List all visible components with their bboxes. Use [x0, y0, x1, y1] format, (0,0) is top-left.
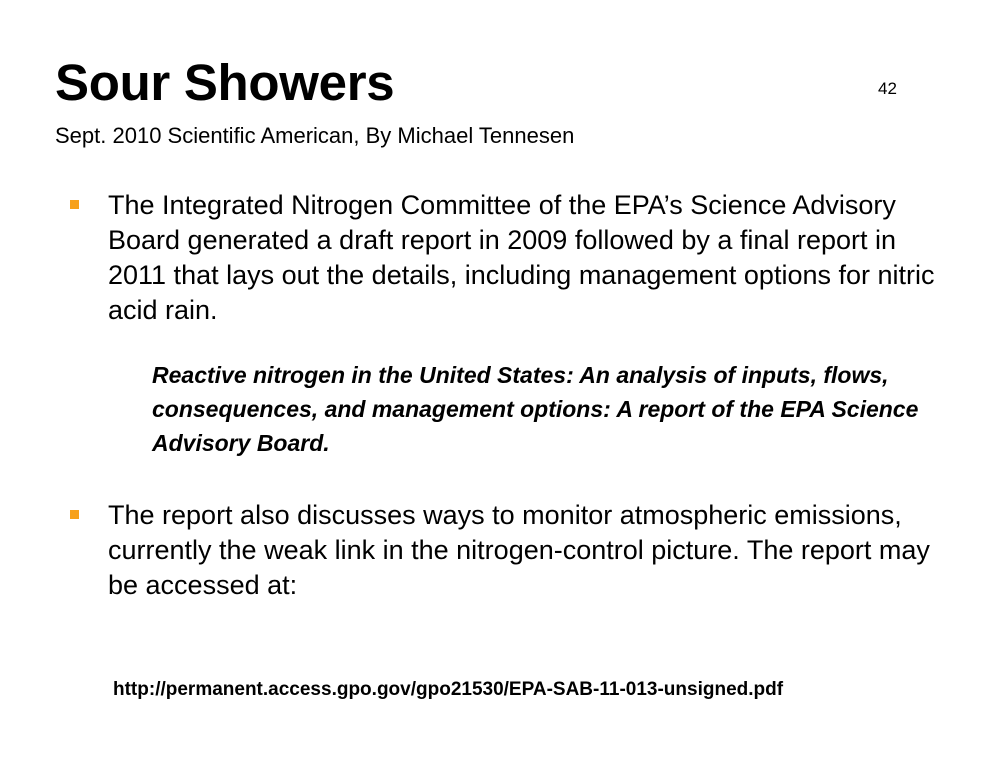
bullet-text: The report also discusses ways to monitor atmospheric emissions, currently the weak link in the nitrogen-control picture. The report may be accessed at:: [108, 500, 930, 600]
bullet-item: [70, 188, 950, 328]
report-citation: Reactive nitrogen in the United States: An analysis of inputs, flows, consequences, and management options: A report of the EPA Science Advisory Board.: [152, 362, 919, 456]
slide-subtitle: Sept. 2010 Scientific American, By Michael Tennesen: [55, 123, 575, 148]
square-bullet-icon: [70, 510, 79, 519]
square-bullet-icon: [70, 200, 79, 209]
report-url-link[interactable]: http://permanent.access.gpo.gov/gpo21530/EPA-SAB-11-013-unsigned.pdf: [113, 679, 784, 700]
bullet-item: [70, 498, 950, 603]
slide-title: Sour Showers: [55, 54, 395, 111]
slide-number: 42: [878, 79, 897, 98]
bullet-text: The Integrated Nitrogen Committee of the EPA’s Science Advisory Board generated a draft report in 2009 followed by a final report in 2011 that lays out the details, including management options for nitric acid rain.: [108, 190, 935, 325]
